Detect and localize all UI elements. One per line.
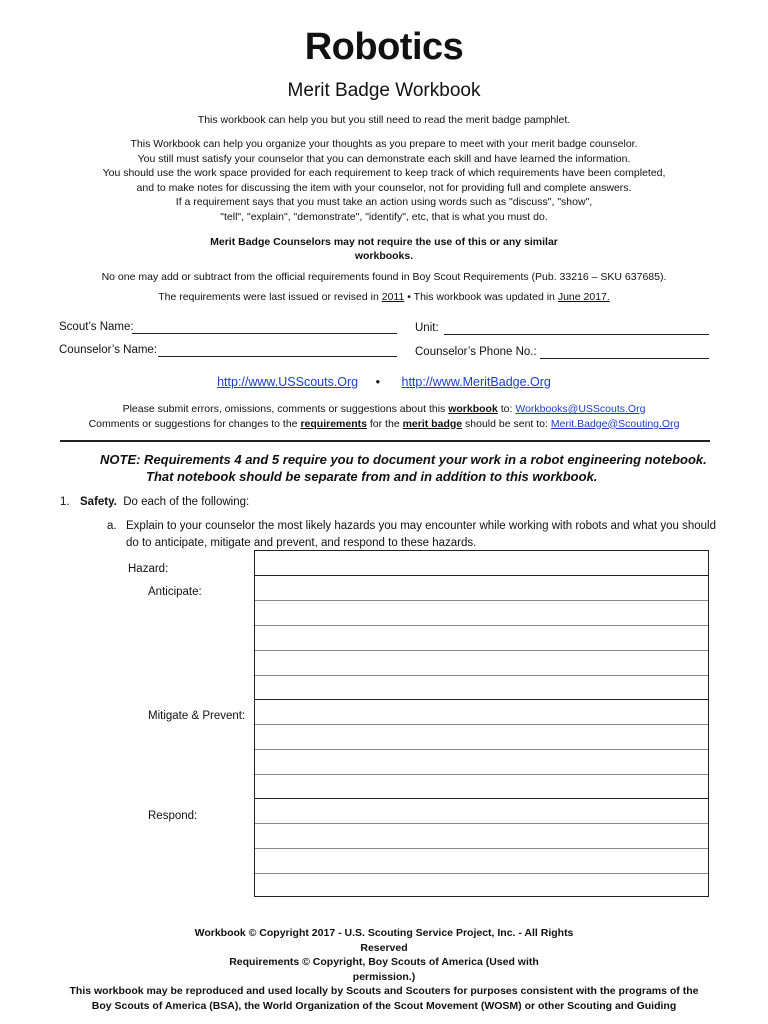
requirement-1-number: 1. — [60, 496, 70, 508]
intro-line: This workbook can help you but you still need to read the merit badge pamphlet. — [197, 114, 571, 126]
copyright-footer: Workbook © Copyright 2017 - U.S. Scouting Service Project, Inc. - All Rights Reserved Requirements © Copyright, Boy Scouts of America (Used with permission.) This workbook may be reproduced and used locally by Scouts and Scouters for purposes consistent with the programs of the Boy Scouts of America (BSA), the World Organization of the Scout Movement (WOSM) or other Scouting and Guiding — [69, 927, 699, 1012]
intro-para-line: You should use the work space provided for each requirement to keep track of which requirements have been completed, — [102, 167, 666, 179]
notebook-note: NOTE: Requirements 4 and 5 require you to document your work in a robot engineering notebook. That notebook should be separate from and in addition to this workbook. — [100, 452, 707, 484]
counselor-name-field[interactable] — [158, 356, 397, 357]
bullet-separator: • — [375, 375, 381, 389]
unit-field[interactable] — [444, 334, 709, 335]
mitigate-label: Mitigate & Prevent: — [148, 710, 246, 722]
scout-name-label: Scout’s Name: — [59, 321, 134, 333]
issued-line: The requirements were last issued or revised in 2011 • This workbook was updated in June 2017. — [158, 291, 610, 303]
usscouts-link[interactable]: http://www.USScouts.Org — [217, 375, 359, 389]
counselors-note: Merit Badge Counselors may not require the use of this or any similar workbooks. — [210, 236, 558, 262]
intro-para-line: If a requirement says that you must take an action using words such as "discuss", "show", — [175, 196, 593, 208]
requirement-1a-label: a. — [107, 520, 117, 532]
requirement-1-heading: Safety. Do each of the following: — [80, 496, 250, 508]
page-subtitle: Merit Badge Workbook — [287, 80, 481, 101]
intro-para-line: and to make notes for discussing the item with your counselor, not for providing full and complete answers. — [136, 181, 632, 194]
counselor-phone-field[interactable] — [540, 358, 709, 359]
divider — [60, 440, 710, 442]
official-requirements-note: No one may add or subtract from the official requirements found in Boy Scout Requirements (Pub. 33216 – SKU 637685). — [101, 271, 667, 283]
workbooks-email-link[interactable]: Workbooks@USScouts.Org — [515, 403, 646, 415]
page-title: Robotics — [304, 26, 464, 68]
respond-label: Respond: — [148, 810, 198, 822]
intro-para-line: "tell", "explain", "demonstrate", "identify", etc, that is what you must do. — [220, 210, 548, 223]
merit-badge-email-link[interactable]: Merit.Badge@Scouting.Org — [550, 417, 680, 430]
unit-label: Unit: — [415, 322, 439, 334]
intro-para-line: You still must satisfy your counselor that you can demonstrate each skill and have learned the information. — [137, 152, 631, 165]
links-row — [0, 375, 768, 389]
counselor-phone-label: Counselor’s Phone No.: — [415, 346, 537, 358]
scout-name-field[interactable] — [132, 333, 397, 334]
submit-info: Please submit errors, omissions, comments or suggestions about this workbook to: Workbooks@USScouts.Org Comments or suggestions for changes to the requirements for the merit badge should be sent to: Merit.Badge@Scouting.Org — [88, 403, 680, 430]
anticipate-label: Anticipate: — [148, 586, 202, 598]
meritbadge-link[interactable]: http://www.MeritBadge.Org — [401, 375, 551, 389]
updated-date: June 2017. — [557, 291, 610, 303]
hazard-label: Hazard: — [128, 563, 169, 575]
issued-year: 2011 — [381, 291, 405, 303]
requirement-1a-text: Explain to your counselor the most likely hazards you may encounter while working with robots and what you should do to anticipate, mitigate and prevent, and respond to these hazards. — [126, 520, 717, 549]
counselor-name-label: Counselor’s Name: — [59, 344, 158, 356]
intro-para-line: This Workbook can help you organize your thoughts as you prepare to meet with your merit badge counselor. — [130, 138, 638, 150]
intro-paragraph — [0, 137, 768, 224]
hazard-answer-grid[interactable] — [254, 550, 709, 897]
